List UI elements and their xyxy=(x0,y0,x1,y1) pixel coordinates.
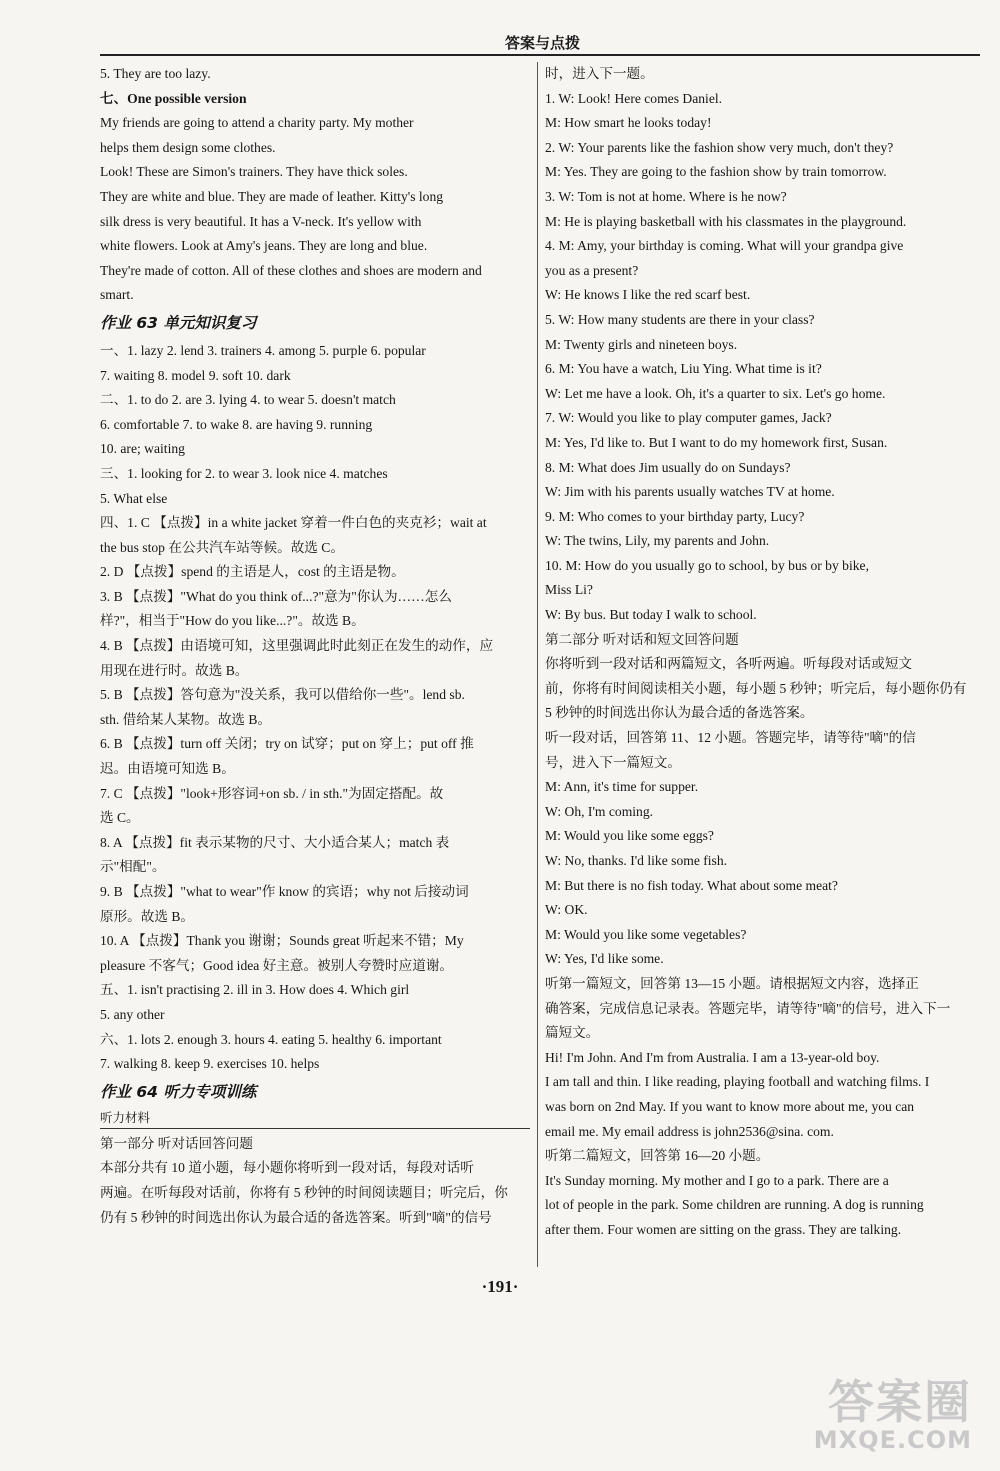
text-line: 5. What else xyxy=(100,490,168,506)
text-line: My friends are going to attend a charity party. My mother xyxy=(100,115,414,131)
text-line: 三、1. looking for 2. to wear 3. look nice 4. matches xyxy=(100,465,388,481)
page-number: ·191· xyxy=(481,1277,519,1296)
text-line: was born on 2nd May. If you want to know more about me, you can xyxy=(545,1098,915,1114)
watermark xyxy=(813,1375,972,1454)
text-line: W: No, thanks. I'd like some fish. xyxy=(545,853,728,868)
text-line: 示"相配"。 xyxy=(100,859,166,875)
text-line: 10. are; waiting xyxy=(100,441,185,457)
text-line: the bus stop 在公共汽车站等候。故选 C。 xyxy=(100,539,344,555)
text-line: W: Jim with his parents usually watches TV at home. xyxy=(545,484,835,500)
text-line: 4. B 【点拨】由语境可知，这里强调此时此刻正在发生的动作，应 xyxy=(100,638,494,654)
text-line: 3. W: Tom is not at home. Where is he now? xyxy=(545,188,787,204)
text-line: 6. B 【点拨】turn off 关闭；try on 试穿；put on 穿上；put off 推 xyxy=(100,736,474,752)
watermark-text: 答案圈 xyxy=(828,1375,972,1429)
text-line: Hi! I'm John. And I'm from Australia. I am a 13-year-old boy. xyxy=(545,1049,880,1065)
text-line: 5. any other xyxy=(100,1006,165,1022)
text-line: 篇短文。 xyxy=(545,1025,600,1041)
text-line: 五、1. isn't practising 2. ill in 3. How does 4. Which girl xyxy=(100,982,410,998)
header-title: 答案与点拨 xyxy=(504,34,580,52)
text-line: 2. W: Your parents like the fashion show very much, don't they? xyxy=(545,139,894,155)
text-line: 号，进入下一篇短文。 xyxy=(545,754,681,770)
text-line: W: By bus. But today I walk to school. xyxy=(545,607,757,623)
text-line: 3. B 【点拨】"What do you think of...?"意为"你认为……怎么 xyxy=(100,588,452,604)
left-column xyxy=(100,62,530,1230)
text-line: 8. M: What does Jim usually do on Sundays? xyxy=(545,459,791,475)
text-line: sth. 借给某人某物。故选 B。 xyxy=(100,711,272,727)
text-line: M: Ann, it's time for supper. xyxy=(545,779,699,795)
text-line: M: Would you like some eggs? xyxy=(545,828,714,844)
text-line: 本部分共有 10 道小题，每小题你将听到一段对话，每段对话听 xyxy=(100,1160,474,1176)
text-line: 仍有 5 秒钟的时间选出你认为最合适的备选答案。听到"嘀"的信号 xyxy=(100,1209,492,1225)
text-line: 5. W: How many students are there in your class? xyxy=(545,311,815,327)
text-line: M: But there is no fish today. What about some meat? xyxy=(545,877,838,893)
text-line: I am tall and thin. I like reading, playing football and watching films. I xyxy=(545,1074,930,1090)
text-line: 确答案，完成信息记录表。答题完毕，请等待"嘀"的信号，进入下一 xyxy=(545,1000,951,1016)
text-line: It's Sunday morning. My mother and I go to a park. There are a xyxy=(545,1172,889,1188)
text-line: 样?"，相当于"How do you like...?"。故选 B。 xyxy=(100,613,365,629)
text-line: M: Yes, I'd like to. But I want to do my homework first, Susan. xyxy=(545,434,888,450)
text-line: 听一段对话，回答第 11、12 小题。答题完毕，请等待"嘀"的信 xyxy=(545,730,916,746)
text-line: 听第二篇短文，回答第 16—20 小题。 xyxy=(545,1148,770,1164)
text-line: 7. W: Would you like to play computer games, Jack? xyxy=(545,410,832,426)
text-line: 7. walking 8. keep 9. exercises 10. helps xyxy=(100,1056,320,1072)
text-line: They are white and blue. They are made of leather. Kitty's long xyxy=(100,188,444,204)
text-line: W: OK. xyxy=(545,902,588,918)
text-line: smart. xyxy=(100,287,134,303)
text-line: 时，进入下一题。 xyxy=(545,66,654,81)
column-divider xyxy=(537,62,538,1267)
text-line: 9. B 【点拨】"what to wear"作 know 的宾语；why not 后接动词 xyxy=(100,884,469,899)
text-line: helps them design some clothes. xyxy=(100,139,276,155)
section-heading: 作业 64 听力专项训练 xyxy=(100,1082,257,1101)
text-line: 听第一篇短文，回答第 13—15 小题。请根据短文内容，选择正 xyxy=(545,975,919,991)
text-line: They're made of cotton. All of these clothes and shoes are modern and xyxy=(100,262,482,278)
text-line: lot of people in the park. Some children are running. A dog is running xyxy=(545,1197,924,1213)
text-line: 10. M: How do you usually go to school, by bus or by bike, xyxy=(545,557,869,573)
text-line: M: He is playing basketball with his classmates in the playground. xyxy=(545,213,907,229)
text-line: 2. D 【点拨】spend 的主语是人，cost 的主语是物。 xyxy=(100,564,405,580)
text-line: 4. M: Amy, your birthday is coming. What will your grandpa give xyxy=(545,238,904,254)
text-line: M: Would you like some vegetables? xyxy=(545,926,747,942)
text-line: 5. They are too lazy. xyxy=(100,66,211,81)
text-line: 前，你将有时间阅读相关小题，每小题 5 秒钟；听完后，每小题你仍有 xyxy=(545,680,967,696)
text-line: silk dress is very beautiful. It has a V-neck. It's yellow with xyxy=(100,213,422,229)
text-line: W: He knows I like the red scarf best. xyxy=(545,287,751,303)
text-line: 10. A 【点拨】Thank you 谢谢；Sounds great 听起来不错；My xyxy=(100,933,464,949)
text-line: Look! These are Simon's trainers. They have thick soles. xyxy=(100,164,408,180)
text-line: white flowers. Look at Amy's jeans. They are long and blue. xyxy=(100,238,428,254)
text-line: 听力材料 xyxy=(100,1108,530,1129)
text-line: 8. A 【点拨】fit 表示某物的尺寸、大小适合某人；match 表 xyxy=(100,834,450,850)
page-header xyxy=(100,30,980,56)
text-line: pleasure 不客气；Good idea 好主意。被别人夸赞时应道谢。 xyxy=(100,957,454,973)
text-line: you as a present? xyxy=(545,262,639,278)
text-line: 一、1. lazy 2. lend 3. trainers 4. among 5. purple 6. popular xyxy=(100,342,426,358)
text-line: M: Twenty girls and nineteen boys. xyxy=(545,336,738,352)
text-line: W: The twins, Lily, my parents and John. xyxy=(545,533,770,549)
text-line: W: Let me have a look. Oh, it's a quarter to six. Let's go home. xyxy=(545,385,886,401)
text-line: 七、One possible version xyxy=(100,90,247,106)
text-line: W: Oh, I'm coming. xyxy=(545,803,654,819)
text-line: 两遍。在听每段对话前，你将有 5 秒钟的时间阅读题目；听完后，你 xyxy=(100,1184,508,1200)
text-line: 迟。由语境可知选 B。 xyxy=(100,761,235,777)
text-line: 6. comfortable 7. to wake 8. are having 9. running xyxy=(100,416,373,432)
text-line: 1. W: Look! Here comes Daniel. xyxy=(545,90,723,106)
text-line: M: How smart he looks today! xyxy=(545,115,712,131)
text-line: Miss Li? xyxy=(545,582,593,598)
text-line: 四、1. C 【点拨】in a white jacket 穿着一件白色的夹克衫；wait at xyxy=(100,515,487,531)
text-line: email me. My email address is john2536@sina. com. xyxy=(545,1123,834,1139)
text-line: after them. Four women are sitting on the grass. They are talking. xyxy=(545,1221,902,1237)
text-line: M: Yes. They are going to the fashion show by train tomorrow. xyxy=(545,164,887,180)
text-line: 第一部分 听对话回答问题 xyxy=(100,1135,253,1151)
text-line: 第二部分 听对话和短文回答问题 xyxy=(545,631,739,647)
text-line: W: Yes, I'd like some. xyxy=(545,951,664,967)
text-line: 用现在进行时。故选 B。 xyxy=(100,662,249,678)
text-line: 7. C 【点拨】"look+形容词+on sb. / in sth."为固定搭配。故 xyxy=(100,785,444,801)
text-line: 6. M: You have a watch, Liu Ying. What time is it? xyxy=(545,361,822,377)
text-line: 7. waiting 8. model 9. soft 10. dark xyxy=(100,367,291,383)
text-line: 原形。故选 B。 xyxy=(100,908,195,924)
text-line: 选 C。 xyxy=(100,810,140,826)
text-line: 5 秒钟的时间选出你认为最合适的备选答案。 xyxy=(545,705,814,721)
text-line: 六、1. lots 2. enough 3. hours 4. eating 5. healthy 6. important xyxy=(100,1031,442,1047)
section-heading: 作业 63 单元知识复习 xyxy=(100,313,257,332)
watermark-url: MXQE.COM xyxy=(813,1426,972,1454)
text-line: 你将听到一段对话和两篇短文，各听两遍。听每段对话或短文 xyxy=(545,656,913,672)
text-line: 5. B 【点拨】答句意为"没关系，我可以借给你一些"。lend sb. xyxy=(100,687,465,703)
right-column xyxy=(545,62,980,1243)
text-line: 二、1. to do 2. are 3. lying 4. to wear 5. doesn't match xyxy=(100,392,396,408)
text-line: 9. M: Who comes to your birthday party, Lucy? xyxy=(545,508,805,524)
